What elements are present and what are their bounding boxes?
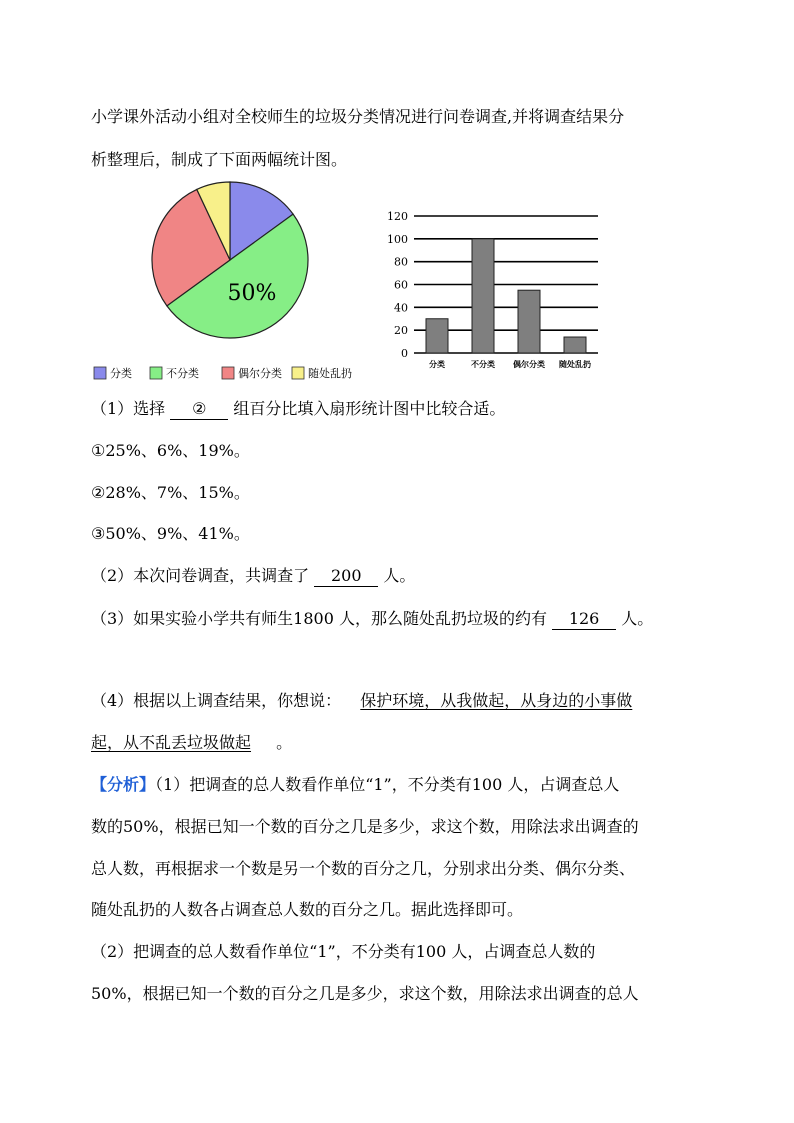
legend-label-3: 偶尔分类 (238, 367, 282, 380)
bar-category-label-1: 分类 (429, 360, 445, 369)
legend-swatch-3 (222, 367, 234, 379)
analysis-line-1 (91, 774, 619, 796)
question-1-suffix: 组百分比填入扇形统计图中比较合适。 (233, 399, 506, 418)
question-3-prefix: （3）如果实验小学共有师生1800 人，那么随处乱扔垃圾的约有 (91, 609, 547, 628)
question-4-line-1 (91, 690, 632, 712)
bar-category-label-4: 随处乱扔 (559, 360, 591, 369)
legend-swatch-1 (94, 367, 106, 379)
bar-tick-label-1: 0 (401, 347, 408, 360)
question-3 (91, 608, 653, 630)
bar-1 (426, 319, 448, 353)
pie-annotation: 50% (227, 281, 277, 306)
bar-tick-label-2: 20 (394, 324, 408, 338)
bar-tick-label-6: 100 (387, 232, 408, 246)
bar-tick-label-7: 120 (387, 210, 408, 223)
question-4-line-2 (91, 732, 292, 754)
option-1: ①25%、6%、19%。 (91, 441, 250, 460)
question-2 (91, 565, 415, 587)
question-1-answer: ② (170, 399, 228, 420)
analysis-text-1: （1）把调查的总人数看作单位“1”，不分类有100 人，占调查总人 (155, 775, 620, 794)
option-3: ③50%、9%、41%。 (91, 524, 250, 543)
bar-4 (564, 337, 586, 353)
question-1 (91, 398, 505, 420)
question-2-prefix: （2）本次问卷调查，共调查了 (91, 566, 310, 585)
bar-chart (387, 210, 598, 369)
question-3-answer: 126 (552, 609, 616, 630)
question-3-suffix: 人。 (621, 609, 654, 628)
bar-category-label-3: 偶尔分类 (513, 360, 545, 369)
legend-label-2: 不分类 (166, 367, 199, 380)
analysis-line-3: 总人数，再根据求一个数是另一个数的百分之几，分别求出分类、偶尔分类、 (91, 859, 636, 878)
question-4-answer-part-1: 保护环境，从我做起，从身边的小事做 (360, 691, 633, 710)
legend-swatch-2 (150, 367, 162, 379)
bar-2 (472, 239, 494, 353)
legend-label-1: 分类 (110, 367, 132, 380)
intro-line-2: 析整理后，制成了下面两幅统计图。 (91, 150, 348, 169)
question-4-answer-part-2: 起，从不乱丢垃圾做起 (91, 733, 252, 752)
bar-category-label-2: 不分类 (471, 360, 495, 369)
pie-chart (152, 182, 308, 338)
bar-3 (518, 290, 540, 353)
bar-tick-label-4: 60 (394, 278, 408, 292)
question-2-answer: 200 (314, 566, 378, 587)
analysis-line-6: 50%，根据已知一个数的百分之几是多少，求这个数，用除法求出调查的总人 (91, 984, 639, 1003)
legend-label-4: 随处乱扔 (308, 367, 352, 380)
option-2: ②28%、7%、15%。 (91, 483, 250, 502)
legend-swatch-4 (292, 367, 304, 379)
question-4-prefix: （4）根据以上调查结果，你想说： (91, 691, 342, 710)
analysis-line-4: 随处乱扔的人数各占调查总人数的百分之几。据此选择即可。 (91, 900, 524, 919)
question-4-suffix: 。 (276, 733, 293, 752)
bar-tick-label-5: 80 (394, 255, 408, 269)
charts-figure (88, 178, 628, 388)
analysis-tag: 【分析】 (91, 775, 156, 794)
question-1-prefix: （1）选择 (91, 399, 166, 418)
pie-legend (94, 366, 352, 380)
question-2-suffix: 人。 (383, 566, 416, 585)
bar-tick-label-3: 40 (394, 301, 408, 315)
analysis-line-2: 数的50%，根据已知一个数的百分之几是多少，求这个数，用除法求出调查的 (91, 817, 639, 836)
intro-line-1: 小学课外活动小组对全校师生的垃圾分类情况进行问卷调查,并将调查结果分 (91, 107, 625, 126)
analysis-line-5: （2）把调查的总人数看作单位“1”，不分类有100 人，占调查总人数的 (91, 942, 596, 961)
